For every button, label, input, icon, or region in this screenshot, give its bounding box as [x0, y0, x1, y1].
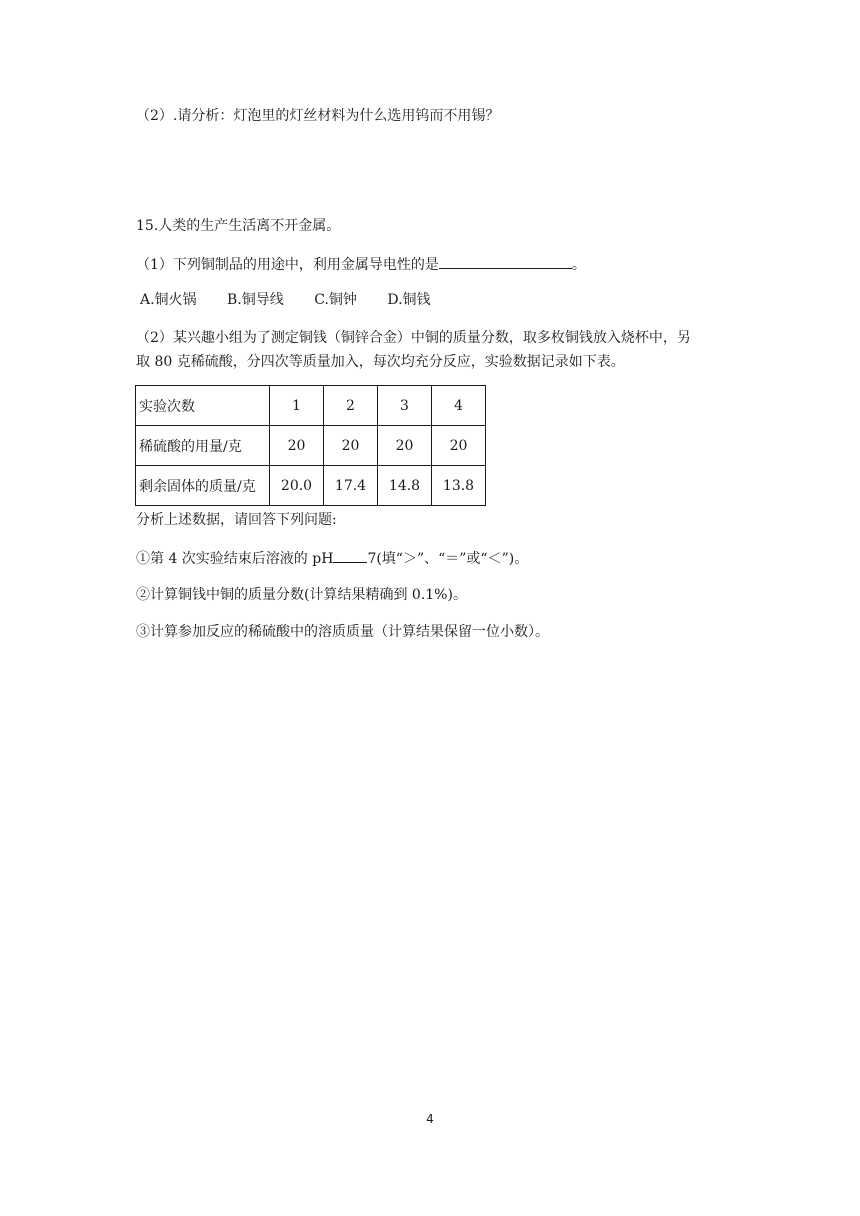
- table-cell: 17.4: [324, 466, 378, 506]
- option-b: B.铜导线: [227, 292, 284, 308]
- option-d: D.铜钱: [387, 292, 431, 308]
- q15-sub2-question: ②计算铜钱中铜的质量分数(计算结果精确到 0.1%)。: [136, 587, 467, 603]
- table-cell: 20.0: [270, 466, 324, 506]
- option-a: A.铜火锅: [140, 292, 197, 308]
- q15-analysis-prompt: 分析上述数据，请回答下列问题:: [136, 512, 337, 528]
- table-cell: 4: [432, 386, 486, 426]
- table-row-label: 剩余固体的质量/克: [136, 466, 270, 506]
- q15-part2-line2: 取 80 克稀硫酸，分四次等质量加入，每次均充分反应，实验数据记录如下表。: [136, 354, 625, 370]
- q15-part1-options: [140, 290, 457, 310]
- table-cell: 14.8: [378, 466, 432, 506]
- table-cell: 3: [378, 386, 432, 426]
- table-cell: 20: [270, 426, 324, 466]
- table-row: [136, 466, 486, 506]
- q15-part1-text-end: 。: [571, 257, 586, 273]
- q15-sub1-text: ①第 4 次实验结束后溶液的 pH: [136, 551, 334, 567]
- q15-sub1-answer-blank: [333, 548, 367, 563]
- table-cell: 20: [432, 426, 486, 466]
- q15-part1-text: （1）下列铜制品的用途中，利用金属导电性的是: [136, 257, 439, 273]
- table-cell: 13.8: [432, 466, 486, 506]
- q15-part2-line1: （2）某兴趣小组为了测定铜钱（铜锌合金）中铜的质量分数，取多枚铜钱放入烧杯中，另: [136, 330, 691, 346]
- table-row: [136, 386, 486, 426]
- q15-title: 15.人类的生产生活离不开金属。: [136, 218, 341, 234]
- option-c: C.铜钟: [314, 292, 357, 308]
- q15-sub1-text-end: 7(填“＞”、“＝”或“＜”)。: [367, 551, 529, 567]
- table-cell: 2: [324, 386, 378, 426]
- table-row: [136, 426, 486, 466]
- table-cell: 20: [378, 426, 432, 466]
- table-row-label: 实验次数: [136, 386, 270, 426]
- table-cell: 20: [324, 426, 378, 466]
- q15-part1-question: [136, 254, 586, 275]
- table-cell: 1: [270, 386, 324, 426]
- table-row-label: 稀硫酸的用量/克: [136, 426, 270, 466]
- experiment-data-table: [135, 385, 486, 506]
- q15-sub3-question: ③计算参加反应的稀硫酸中的溶质质量（计算结果保留一位小数）。: [136, 624, 549, 640]
- q15-sub1-question: [136, 548, 528, 569]
- q14-part2-question: （2）.请分析：灯泡里的灯丝材料为什么选用钨而不用锡？: [136, 108, 500, 124]
- q15-part1-answer-blank: [439, 254, 572, 269]
- page-number: 4: [426, 1112, 434, 1126]
